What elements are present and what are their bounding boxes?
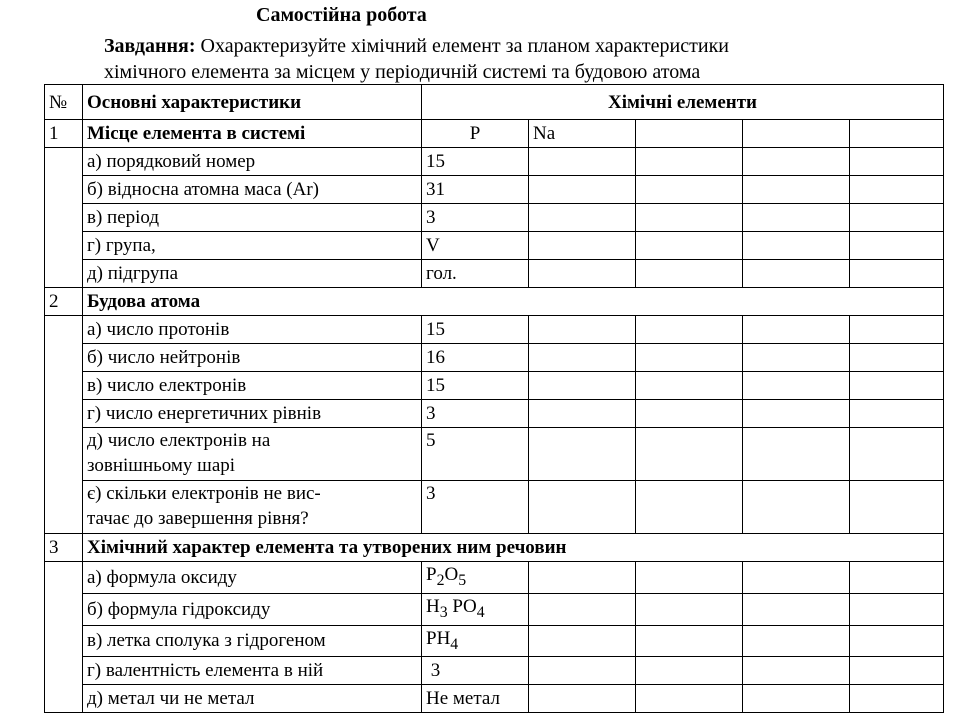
empty-cell[interactable] — [636, 593, 743, 625]
row-label-line-2: зовнішньому шарі — [87, 455, 236, 476]
row-label: г) число енергетичних рівнів — [83, 400, 422, 428]
table-row — [45, 148, 944, 176]
formula-subscript: 4 — [450, 635, 459, 653]
empty-cell[interactable] — [850, 593, 944, 625]
section-3-number-span — [45, 562, 83, 713]
empty-cell[interactable] — [529, 176, 636, 204]
value-cell[interactable]: 15 — [422, 372, 529, 400]
empty-cell[interactable] — [529, 344, 636, 372]
value-cell[interactable]: 16 — [422, 344, 529, 372]
empty-cell[interactable] — [529, 232, 636, 260]
table-header-row — [45, 85, 944, 120]
row-label: б) формула гідроксиду — [83, 593, 422, 625]
table-row — [45, 344, 944, 372]
section-3-title: Хімічний характер елемента та утворених ним речовин — [83, 534, 944, 562]
empty-cell[interactable] — [529, 625, 636, 657]
value-cell[interactable]: 15 — [422, 148, 529, 176]
empty-cell[interactable] — [636, 344, 743, 372]
table-row — [45, 657, 944, 685]
row-label — [83, 428, 422, 481]
empty-cell[interactable] — [743, 685, 850, 713]
empty-cell[interactable] — [743, 657, 850, 685]
row-label: в) летка сполука з гідрогеном — [83, 625, 422, 657]
formula-subscript: 5 — [458, 571, 467, 589]
table-row — [45, 428, 944, 481]
empty-cell[interactable] — [529, 372, 636, 400]
table-row — [45, 372, 944, 400]
empty-cell[interactable] — [850, 204, 944, 232]
empty-cell[interactable] — [636, 400, 743, 428]
section-2-title: Будова атома — [83, 288, 944, 316]
value-cell[interactable]: 5 — [422, 428, 529, 481]
empty-cell[interactable] — [850, 344, 944, 372]
formula-part: H — [426, 595, 440, 617]
section-2-title-row — [45, 288, 944, 316]
value-cell[interactable] — [422, 625, 529, 657]
value-cell[interactable]: V — [422, 232, 529, 260]
value-cell[interactable]: гол. — [422, 260, 529, 288]
empty-cell[interactable] — [743, 232, 850, 260]
empty-cell[interactable] — [743, 428, 850, 481]
table-row — [45, 562, 944, 594]
empty-cell[interactable] — [743, 625, 850, 657]
empty-cell[interactable] — [636, 260, 743, 288]
empty-cell[interactable] — [529, 260, 636, 288]
row-label: д) метал чи не метал — [83, 685, 422, 713]
empty-cell[interactable] — [636, 428, 743, 481]
value-cell[interactable]: 3 — [422, 481, 529, 534]
value-cell[interactable] — [422, 562, 529, 594]
empty-cell[interactable] — [850, 428, 944, 481]
value-cell[interactable]: 3 — [422, 204, 529, 232]
value-cell[interactable]: 31 — [422, 176, 529, 204]
empty-cell[interactable] — [636, 685, 743, 713]
section-2-number: 2 — [45, 288, 83, 316]
empty-cell[interactable] — [636, 562, 743, 594]
empty-cell[interactable] — [529, 148, 636, 176]
empty-cell[interactable] — [529, 685, 636, 713]
element-cell-3[interactable] — [636, 120, 743, 148]
section-1-number: 1 — [45, 120, 83, 148]
table-row — [45, 593, 944, 625]
empty-cell[interactable] — [529, 428, 636, 481]
empty-cell[interactable] — [743, 260, 850, 288]
empty-cell[interactable] — [529, 593, 636, 625]
value-cell[interactable]: 15 — [422, 316, 529, 344]
empty-cell[interactable] — [636, 657, 743, 685]
formula-subscript: 2 — [436, 571, 445, 589]
empty-cell[interactable] — [529, 481, 636, 534]
table-row — [45, 176, 944, 204]
value-cell[interactable] — [422, 593, 529, 625]
row-label-line-2: тачає до завершення рівня? — [87, 508, 309, 529]
empty-cell[interactable] — [850, 316, 944, 344]
row-label: д) підгрупа — [83, 260, 422, 288]
task-text-line-2: хімічного елемента за місцем у періодичній системі та будовою атома — [104, 61, 701, 83]
section-1-title: Місце елемента в системі — [83, 120, 422, 148]
section-3-title-row — [45, 534, 944, 562]
characteristics-table — [44, 84, 944, 713]
empty-cell[interactable] — [743, 316, 850, 344]
element-na-cell[interactable]: Na — [529, 120, 636, 148]
table-row — [45, 204, 944, 232]
empty-cell[interactable] — [743, 400, 850, 428]
empty-cell[interactable] — [743, 481, 850, 534]
empty-cell[interactable] — [743, 593, 850, 625]
formula-subscript: 4 — [476, 603, 485, 621]
empty-cell[interactable] — [743, 204, 850, 232]
row-label: в) період — [83, 204, 422, 232]
empty-cell[interactable] — [529, 657, 636, 685]
table-row — [45, 481, 944, 534]
empty-cell[interactable] — [529, 400, 636, 428]
row-label-line-1: д) число електронів на — [87, 430, 271, 451]
empty-cell[interactable] — [636, 372, 743, 400]
empty-cell[interactable] — [529, 316, 636, 344]
formula-subscript: 3 — [439, 603, 448, 621]
row-label: г) група, — [83, 232, 422, 260]
empty-cell[interactable] — [850, 148, 944, 176]
row-label: в) число електронів — [83, 372, 422, 400]
header-elements: Хімічні елементи — [422, 85, 944, 120]
empty-cell[interactable] — [850, 232, 944, 260]
section-1-number-span — [45, 148, 83, 288]
value-cell[interactable]: 3 — [422, 400, 529, 428]
row-label: а) порядковий номер — [83, 148, 422, 176]
empty-cell[interactable] — [743, 148, 850, 176]
empty-cell[interactable] — [743, 176, 850, 204]
empty-cell[interactable] — [850, 176, 944, 204]
task-label: Завдання: — [104, 35, 196, 57]
formula-part: O — [444, 564, 459, 585]
row-label: б) число нейтронів — [83, 344, 422, 372]
value-cell[interactable]: 3 — [422, 657, 529, 685]
section-1-title-row — [45, 120, 944, 148]
empty-cell[interactable] — [850, 685, 944, 713]
row-label: а) формула оксиду — [83, 562, 422, 594]
header-characteristics: Основні характеристики — [83, 85, 422, 120]
empty-cell[interactable] — [850, 372, 944, 400]
task-text-line-1: Охарактеризуйте хімічний елемент за планом характеристики — [195, 35, 729, 57]
table-row — [45, 625, 944, 657]
header-number: № — [45, 85, 83, 120]
row-label — [83, 481, 422, 534]
formula-part: PO — [447, 595, 477, 617]
empty-cell[interactable] — [743, 372, 850, 400]
empty-cell[interactable] — [636, 481, 743, 534]
row-label: г) валентність елемента в ній — [83, 657, 422, 685]
row-label: б) відносна атомна маса (Ar) — [83, 176, 422, 204]
row-label: а) число протонів — [83, 316, 422, 344]
empty-cell[interactable] — [850, 562, 944, 594]
empty-cell[interactable] — [529, 562, 636, 594]
empty-cell[interactable] — [743, 344, 850, 372]
empty-cell[interactable] — [636, 316, 743, 344]
empty-cell[interactable] — [850, 625, 944, 657]
empty-cell[interactable] — [636, 232, 743, 260]
element-cell-5[interactable] — [850, 120, 944, 148]
task-description — [104, 33, 944, 85]
empty-cell[interactable] — [850, 657, 944, 685]
empty-cell[interactable] — [636, 204, 743, 232]
element-p-cell[interactable]: P — [422, 120, 529, 148]
empty-cell[interactable] — [743, 562, 850, 594]
empty-cell[interactable] — [636, 148, 743, 176]
section-2-number-span — [45, 316, 83, 534]
table-row — [45, 260, 944, 288]
empty-cell[interactable] — [850, 400, 944, 428]
formula-part: PH — [426, 627, 451, 649]
empty-cell[interactable] — [850, 260, 944, 288]
empty-cell[interactable] — [636, 176, 743, 204]
formula-part: P — [426, 564, 437, 585]
empty-cell[interactable] — [636, 625, 743, 657]
value-cell[interactable]: Не метал — [422, 685, 529, 713]
section-3-number: 3 — [45, 534, 83, 562]
table-row — [45, 316, 944, 344]
empty-cell[interactable] — [850, 481, 944, 534]
table-row — [45, 232, 944, 260]
table-row — [45, 400, 944, 428]
element-cell-4[interactable] — [743, 120, 850, 148]
empty-cell[interactable] — [529, 204, 636, 232]
row-label-line-1: є) скільки електронів не вис- — [87, 483, 321, 504]
table-row — [45, 685, 944, 713]
page-title: Самостійна робота — [256, 4, 427, 26]
